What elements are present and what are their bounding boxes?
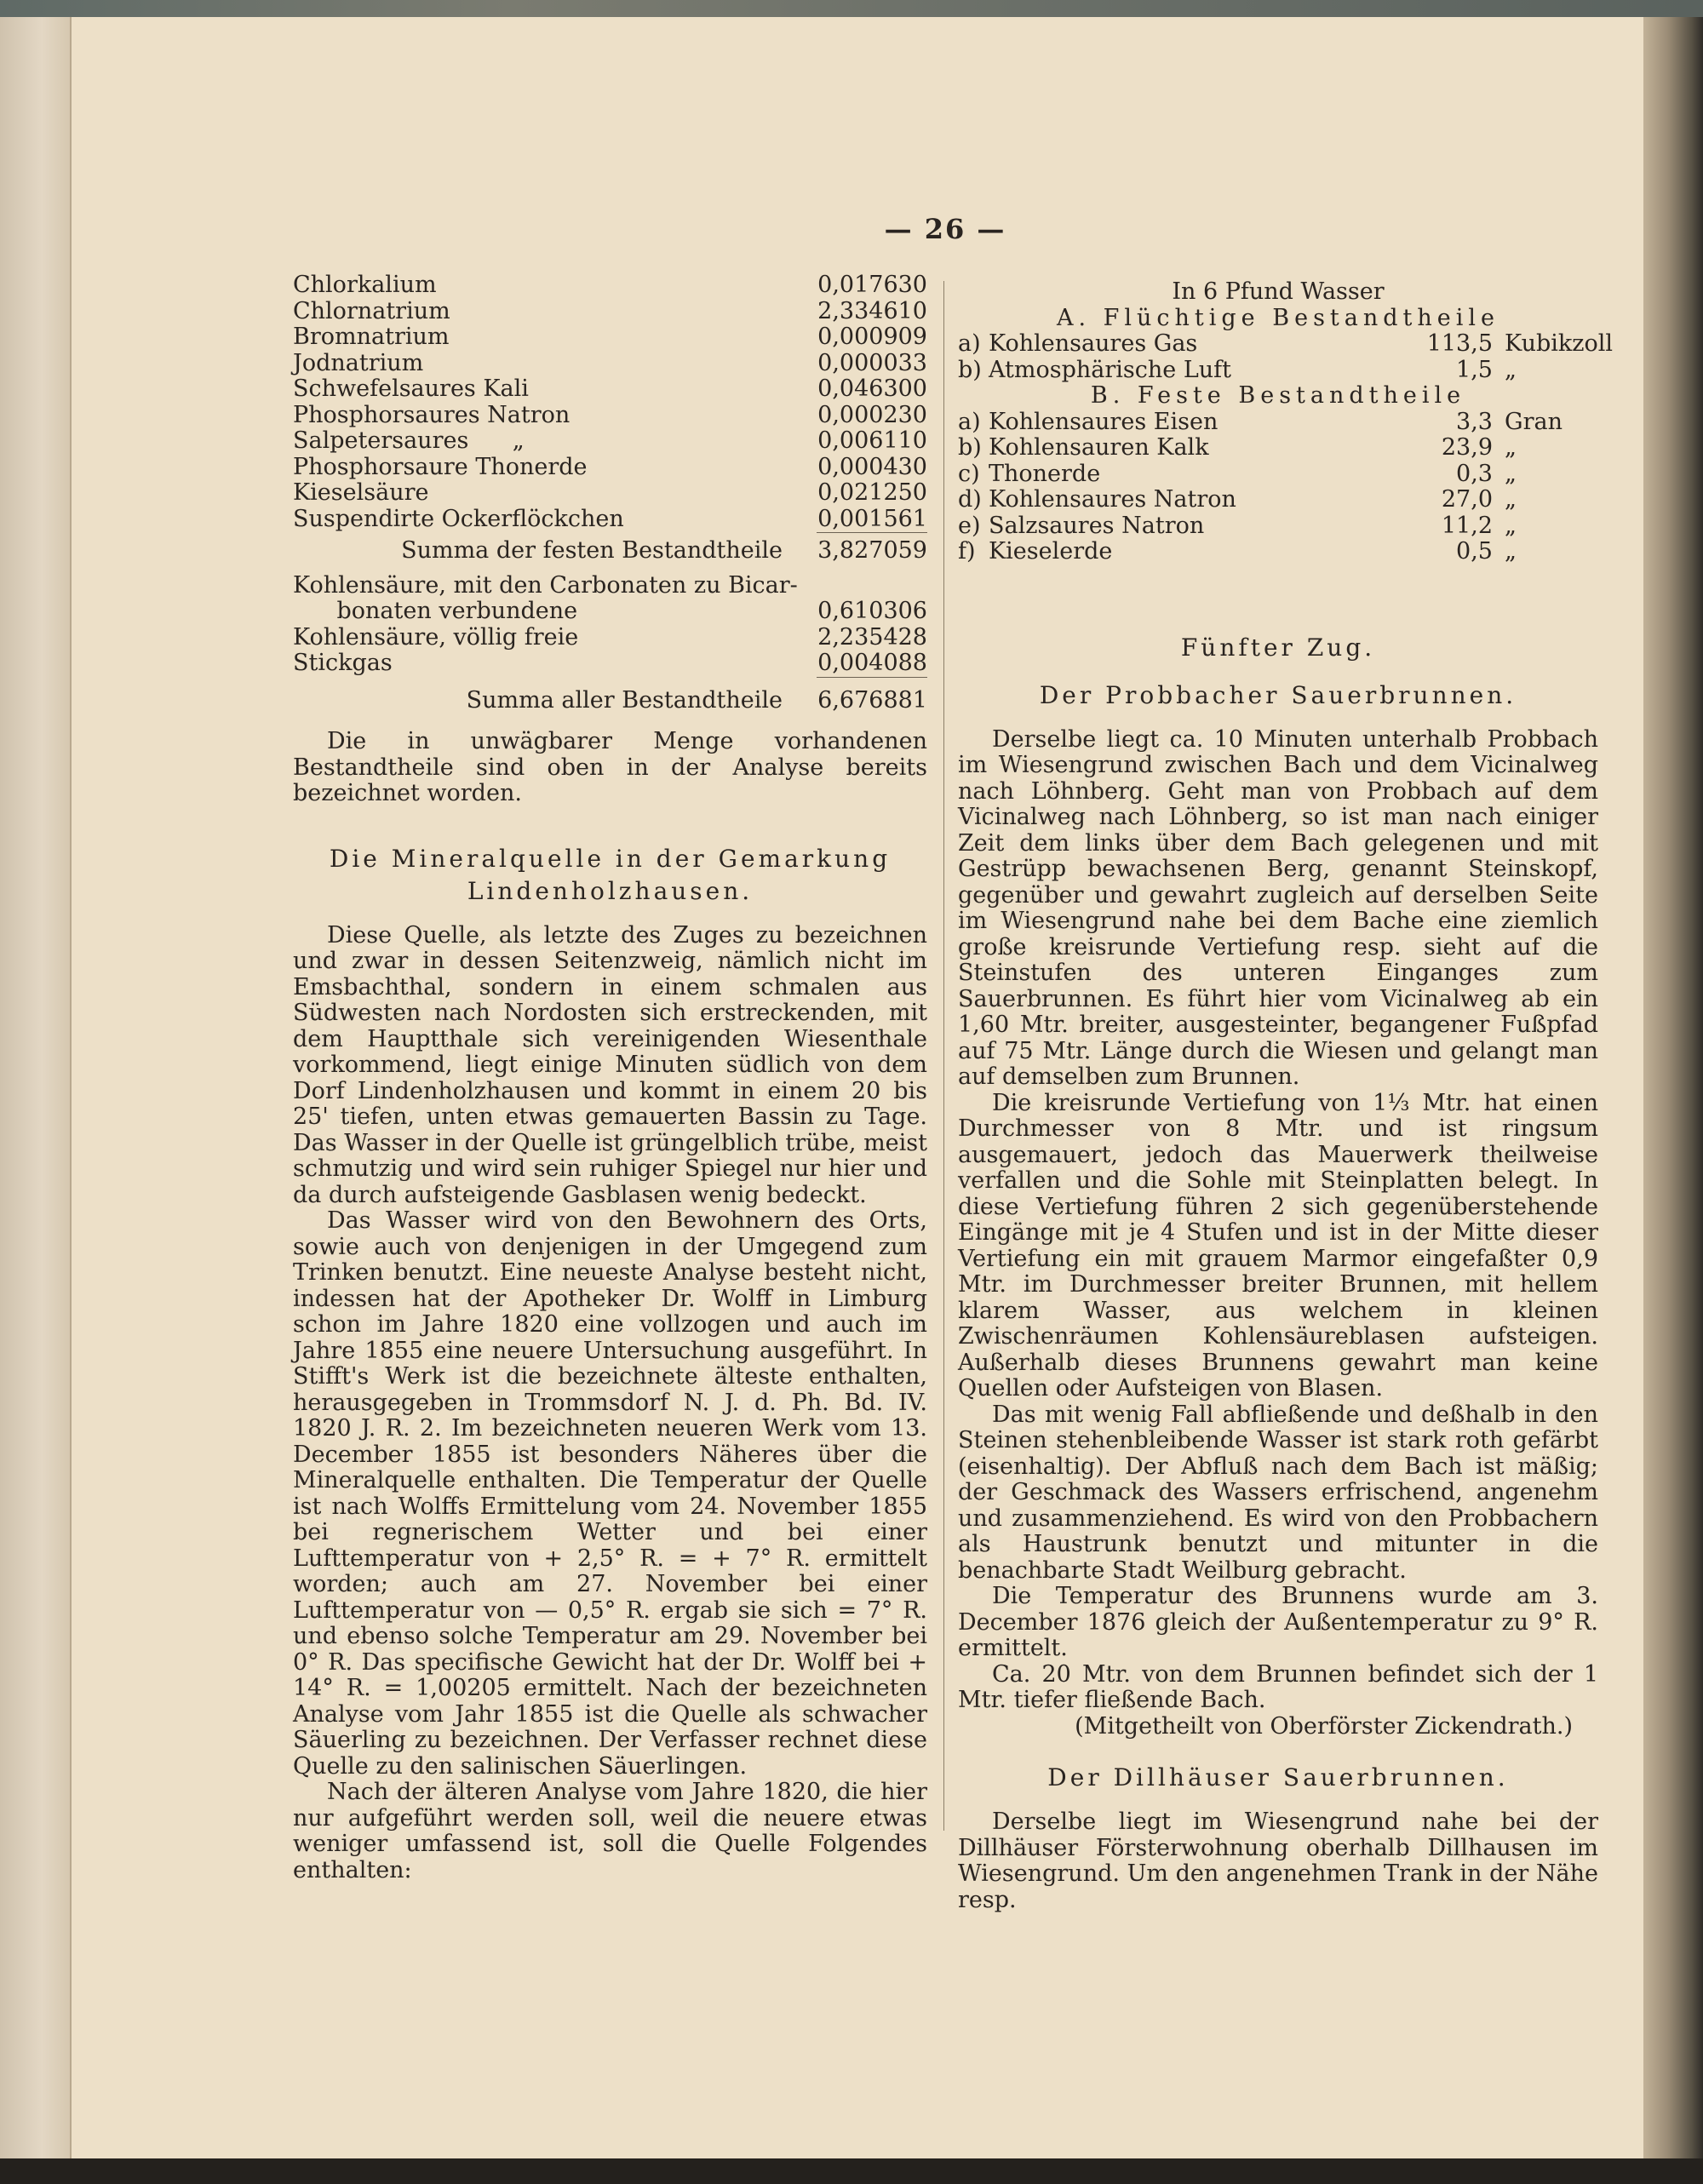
row-value: 0,001561 xyxy=(817,505,927,532)
row-name: Kohlensauren Kalk xyxy=(989,434,1209,461)
solid-components-table xyxy=(958,410,1598,565)
table-row xyxy=(293,299,927,325)
section-title: Fünfter Zug. xyxy=(1180,633,1376,662)
page-number: — 26 — xyxy=(884,213,1006,245)
body-paragraph: Das mit wenig Fall abfließende und deßhalb in den Steinen stehenbleibende Wasser ist stark roth gefärbt (eisenhaltig). Der Abfluß nach dem Bach ist mäßig; der Geschmack des Wassers erfrischend, angenehm und zusammenziehend. Es wird von den Probbachern als Haustrunk benutzt und mitunter in die benachbarte Stadt Weilburg gebracht. xyxy=(958,1401,1598,1584)
sum-rule xyxy=(817,532,927,533)
row-name: Jodnatrium xyxy=(293,349,424,376)
table-row xyxy=(958,539,1598,565)
row-value: 27,0 xyxy=(1441,486,1493,513)
row-name: Kohlensaures Eisen xyxy=(989,408,1218,435)
row-value: 3,3 xyxy=(1456,408,1493,435)
section-heading: Der Probbacher Sauerbrunnen. xyxy=(1039,680,1517,709)
page-edge xyxy=(1643,17,1703,2158)
row-value: 0,004088 xyxy=(817,650,927,676)
row-name: Schwefelsaures Kali xyxy=(293,375,529,402)
sum-label: Summa aller Bestandtheile xyxy=(466,686,783,714)
table-row xyxy=(293,651,927,677)
bottom-edge xyxy=(0,2158,1703,2184)
credit-line: (Mitgetheilt von Oberförster Zickendrath.) xyxy=(1075,1712,1573,1740)
right-column xyxy=(958,278,1613,1913)
row-value: 0,3 xyxy=(1456,460,1493,487)
row-name: Kohlensaures Natron xyxy=(989,486,1236,513)
table-row xyxy=(958,330,1613,358)
sum-row xyxy=(293,688,927,714)
table-row xyxy=(958,435,1598,461)
row-name: Atmosphärische Luft xyxy=(989,356,1231,383)
table-row xyxy=(293,455,927,481)
row-value: 0,017630 xyxy=(817,272,927,298)
row-value xyxy=(817,573,927,599)
row-value: 0,006110 xyxy=(817,427,927,454)
row-name: Salzsaures Natron xyxy=(989,512,1205,539)
row-value: 0,5 xyxy=(1456,538,1493,565)
body-paragraph: Ca. 20 Mtr. von dem Brunnen befindet sich der 1 Mtr. tiefer fließende Bach. xyxy=(958,1660,1598,1713)
row-unit: „ xyxy=(1505,512,1517,539)
row-value: 11,2 xyxy=(1441,512,1493,539)
row-unit: „ xyxy=(1505,434,1517,461)
row-name: bonaten verbundene xyxy=(293,598,578,624)
table-row xyxy=(293,625,927,651)
book-binding xyxy=(0,17,72,2158)
row-label: b) xyxy=(958,434,982,461)
row-name: Kieselsäure xyxy=(293,479,429,506)
table-row xyxy=(293,272,927,299)
table-row xyxy=(293,324,927,351)
row-label: f) xyxy=(958,538,976,565)
sum-value: 6,676881 xyxy=(817,686,927,714)
row-name: Kohlensäure, völlig freie xyxy=(293,623,579,651)
row-value: 2,235428 xyxy=(817,623,927,651)
row-value: 2,334610 xyxy=(817,297,927,324)
row-name: Chlornatrium xyxy=(293,297,450,324)
volatile-components-table xyxy=(958,330,1613,383)
body-paragraph: Derselbe liegt ca. 10 Minuten unterhalb Probbach im Wiesengrund zwischen Bach und dem Vicinalweg nach Löhnberg. Geht man von Probbach auf dem Vicinalweg nach Löhnberg, so ist man nach einiger Zeit dem links über dem Bach gelegenen und mit Gestrüpp bewachsenen Berg, genannt Steinskopf, gegenüber und gewahrt zugleich auf derselben Seite im Wiesengrund nahe bei dem Bache eine ziemlich große kreisrunde Vertiefung resp. sieht auf die Steinstufen des unteren Einganges zum Sauerbrunnen. Es führt hier vom Vicinalweg ab ein 1,60 Mtr. breiter, ausgesteinter, begangener Fußpfad auf 75 Mtr. Länge durch die Wiesen und gelangt man auf demselben zum Brunnen. xyxy=(958,725,1598,1090)
table-row xyxy=(293,480,927,507)
note-paragraph: Die in unwägbarer Menge vorhandenen Bestandtheile sind oben in der Analyse bereits bezeichnet worden. xyxy=(293,728,927,806)
table-row xyxy=(293,428,927,455)
body-paragraph: Das Wasser wird von den Bewohnern des Orts, sowie auch von denjenigen in der Umgegend zum Trinken benutzt. Eine neueste Analyse besteht nicht, indessen hat der Apotheker Dr. Wolff in Limburg schon im Jahre 1820 eine vollzogen und auch im Jahre 1855 eine neuere Untersuchung ausgeführt. In Stifft's Werk ist die bezeichnete älteste enthalten, herausgegeben in Trommsdorf N. J. d. Ph. Bd. IV. 1820 J. R. 2. Im bezeichneten neueren Werk vom 13. December 1855 ist besonders Näheres über die Mineralquelle enthalten. Die Temperatur der Quelle ist nach Wolffs Ermittelung vom 24. November 1855 bei regnerischem Wetter und bei einer Lufttemperatur von + 2,5° R. = + 7° R. ermittelt worden; auch am 27. November bei einer Lufttemperatur von — 0,5° R. ergab sie sich = 7° R. und ebenso solche Temperatur am 29. November bei 0° R. Das specifische Gewicht hat der Dr. Wolff bei + 14° R. = 1,00205 ermittelt. Nach der bezeichneten Analyse vom Jahr 1855 ist die Quelle als schwacher Säuerling zu bezeichnen. Der Verfasser rechnet diese Quelle zu den salinischen Säuerlingen. xyxy=(293,1207,927,1780)
row-label: b) xyxy=(958,356,982,383)
sum-label: Summa der festen Bestandtheile xyxy=(401,537,783,564)
row-name: Suspendirte Ockerflöckchen xyxy=(293,505,624,532)
table-row xyxy=(293,376,927,403)
row-label: a) xyxy=(958,330,981,357)
table-row xyxy=(958,410,1598,436)
body-paragraph: Die Temperatur des Brunnens wurde am 3. December 1876 gleich der Außentemperatur zu 9° R. ermittelt. xyxy=(958,1583,1598,1661)
table-row xyxy=(293,507,927,533)
row-name: Stickgas xyxy=(293,650,393,676)
table-row xyxy=(958,513,1598,540)
row-unit: „ xyxy=(1505,486,1517,513)
row-value: 1,5 xyxy=(1456,356,1493,383)
row-name: Kohlensaures Gas xyxy=(989,330,1198,357)
row-value: 0,000230 xyxy=(817,401,927,428)
row-value: 0,000909 xyxy=(817,324,927,350)
column-divider xyxy=(943,281,944,1831)
row-value: 23,9 xyxy=(1441,434,1493,461)
body-paragraph: Die kreisrunde Vertiefung von 1⅓ Mtr. hat einen Durchmesser von 8 Mtr. und ist ringsum ausgemauert, jedoch das Mauerwerk theilweise verfallen und die Sohle mit Steinplatten belegt. In diese Vertiefung führen 2 sich gegenüberstehende Eingänge mit je 4 Stufen und ist in der Mitte dieser Vertiefung ein mit grauem Marmor eingefaßter 0,9 Mtr. im Durchmesser breiter Brunnen, mit hellem klarem Wasser, aus welchem in kleinen Zwischenräumen Kohlensäureblasen aufsteigen. Außerhalb dieses Brunnens gewahrt man keine Quellen oder Aufsteigen von Blasen. xyxy=(958,1089,1598,1402)
table-subheading: A. Flüchtige Bestandtheile xyxy=(1056,304,1500,331)
row-label: a) xyxy=(958,408,981,435)
analysis-table xyxy=(293,272,927,714)
row-name: Phosphorsaure Thonerde xyxy=(293,453,588,480)
sum-row xyxy=(293,538,927,565)
row-name: Chlorkalium xyxy=(293,272,437,298)
row-name: Bromnatrium xyxy=(293,324,450,350)
table-row xyxy=(958,461,1598,488)
row-name: Salpetersaures „ xyxy=(293,427,525,454)
table-row xyxy=(293,599,927,625)
top-edge xyxy=(0,0,1703,17)
row-value: 113,5 xyxy=(1426,330,1493,357)
row-label: c) xyxy=(958,460,980,487)
row-unit: Kubikzoll xyxy=(1505,330,1613,357)
row-value: 0,021250 xyxy=(817,479,927,506)
body-paragraph: Diese Quelle, als letzte des Zuges zu bezeichnen und zwar in dessen Seitenzweig, nämlich nicht im Emsbachthal, sondern in einem schmalen aus Südwesten nach Nordosten sich erstreckenden, mit dem Hauptthale sich vereinigenden Wiesenthale vorkommend, liegt einige Minuten südlich von dem Dorf Lindenholzhausen und kommt in einem 20 bis 25' tiefen, unten etwas gemauerten Bassin zu Tage. Das Wasser in der Quelle ist grüngelblich trübe, meist schmutzig und wird sein ruhiger Spiegel nur hier und da durch aufsteigende Gasblasen wenig bedeckt. xyxy=(293,921,927,1208)
body-paragraph: Nach der älteren Analyse vom Jahre 1820, die hier nur aufgeführt werden soll, weil die neuere etwas weniger umfassend ist, soll die Quelle Folgendes enthalten: xyxy=(293,1779,927,1883)
row-label: d) xyxy=(958,486,982,513)
row-unit: „ xyxy=(1505,538,1517,565)
row-label: e) xyxy=(958,512,981,539)
sum-rule xyxy=(817,677,927,678)
table-row xyxy=(293,573,927,599)
table-row xyxy=(293,351,927,377)
row-unit: „ xyxy=(1505,460,1517,487)
row-unit: Gran xyxy=(1505,408,1563,435)
body-paragraph: Derselbe liegt im Wiesengrund nahe bei der Dillhäuser Försterwohnung oberhalb Dillhausen im Wiesengrund. Um den angenehmen Trank in der Nähe resp. xyxy=(958,1809,1598,1913)
row-name: Kohlensäure, mit den Carbonaten zu Bicar- xyxy=(293,571,798,599)
table-title: In 6 Pfund Wasser xyxy=(1172,278,1385,305)
section-heading: Der Dillhäuser Sauerbrunnen. xyxy=(1047,1763,1509,1791)
section-heading: Die Mineralquelle in der Gemarkung Lindenholzhausen. xyxy=(329,844,892,905)
row-value: 0,000430 xyxy=(817,453,927,480)
table-subheading: B. Feste Bestandtheile xyxy=(1090,382,1466,409)
row-name: Phosphorsaures Natron xyxy=(293,401,571,428)
sum-value: 3,827059 xyxy=(817,537,927,564)
table-row xyxy=(958,358,1598,384)
left-column xyxy=(293,272,927,1883)
row-name: Thonerde xyxy=(989,460,1101,487)
row-value: 0,000033 xyxy=(817,349,927,376)
table-row xyxy=(293,403,927,429)
table-row xyxy=(958,487,1598,513)
row-value: 0,610306 xyxy=(817,598,927,624)
row-value: 0,046300 xyxy=(817,375,927,402)
row-unit: „ xyxy=(1505,356,1517,383)
row-name: Kieselerde xyxy=(989,538,1113,565)
